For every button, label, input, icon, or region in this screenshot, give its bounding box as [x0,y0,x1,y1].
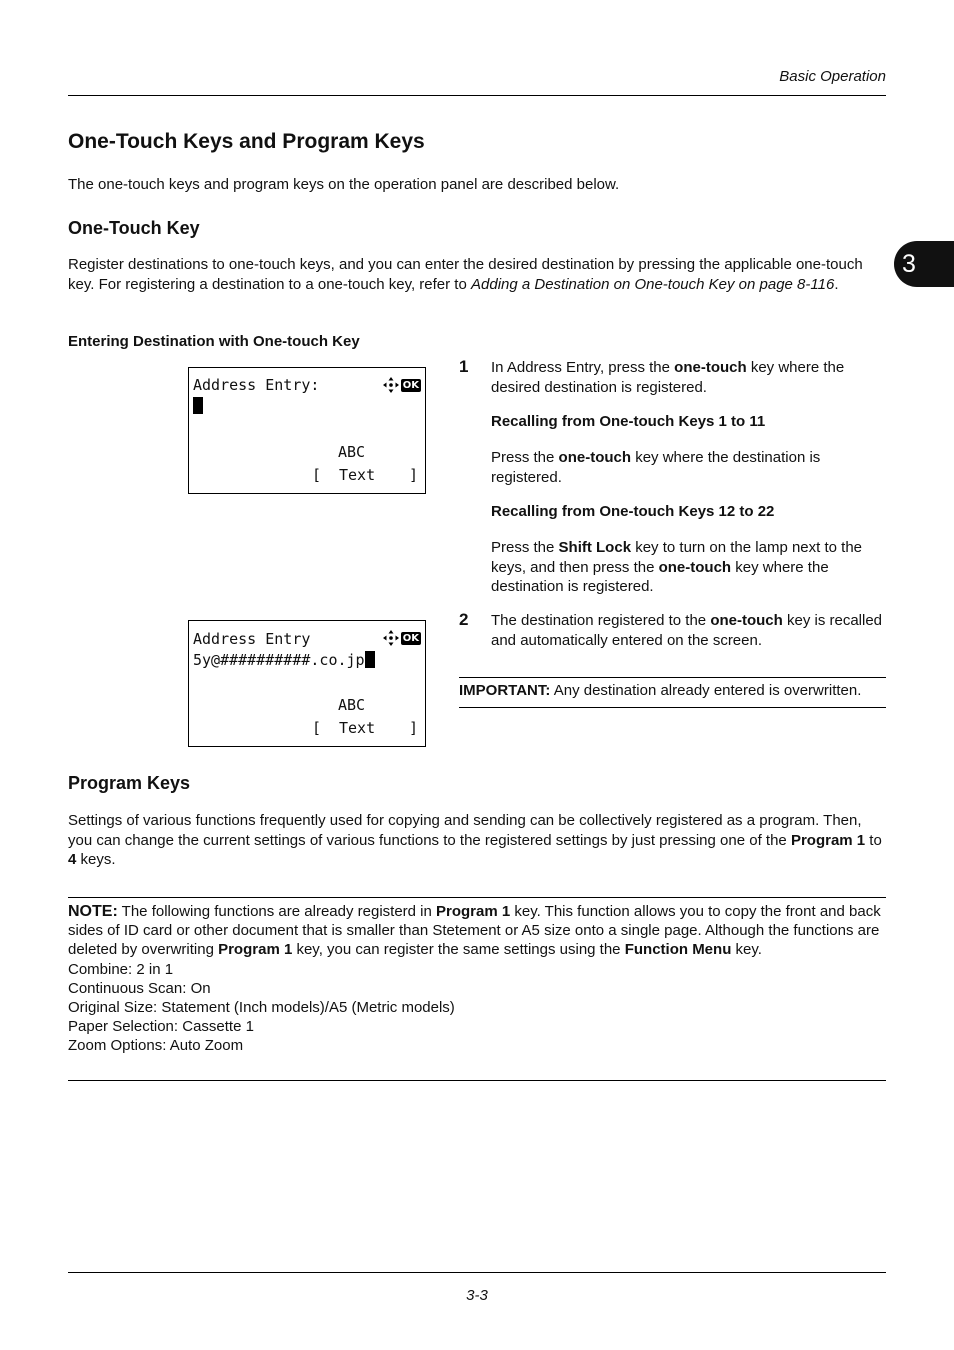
footer-rule [68,1272,886,1273]
page-number: 3-3 [466,1287,488,1304]
sub2-key: one-touch [658,558,732,576]
lcd-softkey-open: [ [312,719,322,737]
one-touch-description [68,255,886,294]
note-label: NOTE: [68,903,118,920]
note-item: Continuous Scan: On [68,979,211,997]
lcd-screen-2 [188,620,426,747]
one-touch-heading: One-Touch Key [68,218,200,238]
important-note [459,682,861,699]
sub1-c: key where the destination is registered. [491,449,821,486]
shift-lock-key: Shift Lock [558,539,632,556]
intro-text: The one-touch keys and program keys on the operation panel are described below. [68,176,620,193]
lcd-softkey-text[interactable]: Text [339,719,376,737]
note-top-rule [68,897,886,898]
page-title: One-Touch Keys and Program Keys [68,130,425,153]
lcd-input-mode: ABC [338,696,366,714]
prog-e: keys. [76,851,116,868]
program-1-key: Program 1 [790,831,866,849]
lcd-input-line [193,397,203,415]
sub2-c: key to turn on the lamp next to the keys, and then press the [491,539,863,576]
note-item: Combine: 2 in 1 [68,960,174,978]
prog-c: to [865,831,882,849]
program-4-key: 4 [68,851,77,868]
lcd-softkey-close: ] [409,466,419,484]
note-box [68,902,886,1056]
entering-destination-heading: Entering Destination with One-touch Key [68,333,360,350]
note-program-1b: Program 1 [218,941,293,959]
lcd-ok-indicator [383,630,421,646]
lcd-title: Address Entry [193,630,311,648]
lcd-softkey-open: [ [312,466,322,484]
lcd-softkey-text[interactable]: Text [339,466,376,484]
s2-c: key is recalled and automatically entered on the screen. [491,612,883,649]
lcd-softkey-close: ] [409,719,419,737]
note-t2: key. This function allows you to copy the front and back sides of ID card or other document that is smaller than Stetement or A5 size onto a single page. Although the functions are deleted by overwriting [68,903,881,959]
lcd-input: 5y@##########.co.jp [193,651,365,669]
chapter-tab [894,241,954,287]
nav-arrows-icon [383,377,399,393]
ok-icon: OK [402,379,419,391]
sub1-a: Press the [491,449,559,466]
sub2-e: key where the destination is registered. [491,558,829,595]
note-t3: key, you can register the same settings using the [292,941,625,959]
lcd-screen-1 [188,367,426,494]
text-cursor [193,397,203,414]
important-label: IMPORTANT: [459,682,551,699]
s1-a: In Address Entry, press the [491,359,675,376]
important-bottom-rule [459,707,886,708]
s2-a: The destination registered to the [491,612,711,629]
step-2-text [491,611,886,650]
note-t1: The following functions are already registerd in [117,903,437,920]
program-keys-heading: Program Keys [68,773,191,793]
important-text: Any destination already entered is overwritten. [550,682,862,699]
recall-12-22-heading: Recalling from One-touch Keys 12 to 22 [491,503,775,520]
recall-1-11-heading: Recalling from One-touch Keys 1 to 11 [491,413,766,430]
text-cursor [365,651,375,668]
lcd-ok-indicator [383,377,421,393]
note-t4: key. [731,941,762,959]
note-paragraph [68,902,886,960]
nav-arrows-icon [383,630,399,646]
s1-c: key where the desired destination is registered. [491,359,845,396]
s2-key: one-touch [710,612,783,629]
note-item: Zoom Options: Auto Zoom [68,1037,244,1055]
important-top-rule [459,677,886,678]
desc-end: . [834,275,839,293]
program-keys-description [68,811,886,870]
sub1-key: one-touch [558,449,632,466]
running-header: Basic Operation [779,68,886,85]
note-function-menu: Function Menu [624,941,732,959]
prog-a: Settings of various functions frequently used for copying and sending can be collectively registered as a program. Then, you can change the current settings of various functions to the registered settings by just pressing one of the [68,812,862,849]
lcd-title: Address Entry: [193,376,320,394]
note-program-1: Program 1 [436,903,511,920]
step-2-number: 2 [459,610,469,629]
ok-icon: OK [402,632,419,644]
note-item: Paper Selection: Cassette 1 [68,1018,254,1036]
step-1-text [491,358,886,397]
step-1-number: 1 [459,357,469,376]
chapter-number: 3 [902,249,916,278]
sub2-a: Press the [491,539,559,556]
lcd-input-line [193,651,375,669]
note-bottom-rule [68,1080,886,1081]
s1-key: one-touch [674,359,747,376]
header-rule [68,95,886,96]
note-item: Original Size: Statement (Inch models)/A5 (Metric models) [68,999,455,1017]
lcd-input-mode: ABC [338,443,366,461]
recall-12-22-text [491,538,886,597]
desc-text: Register destinations to one-touch keys, and you can enter the desired destination by pressing the applicable one-touch key. For registering a destination to a one-touch key, refer to [68,256,863,293]
cross-reference: Adding a Destination on One-touch Key on page 8-116 [471,275,835,293]
recall-1-11-text [491,448,886,487]
